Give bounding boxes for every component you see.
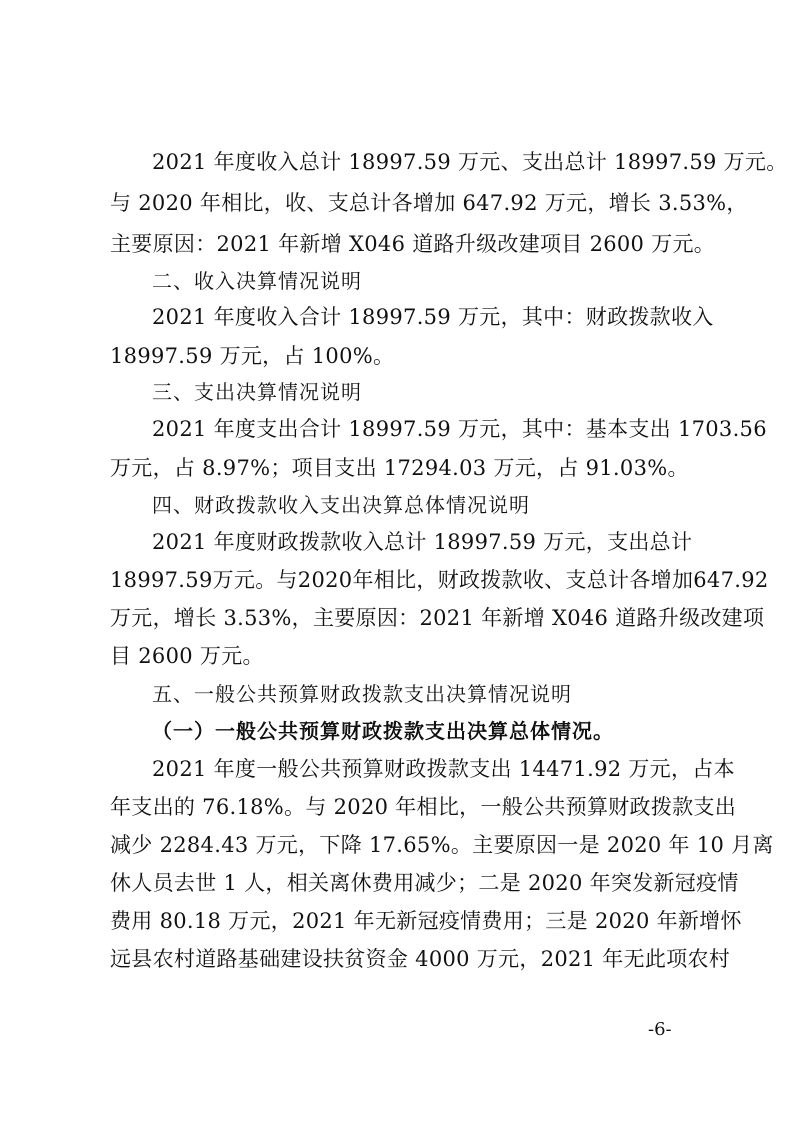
paragraph-line: 2021 年度支出合计 18997.59 万元，其中：基本支出 1703.56 xyxy=(152,417,767,441)
paragraph-line: 2021 年度财政拨款收入总计 18997.59 万元，支出总计 xyxy=(152,530,693,554)
paragraph-line: 18997.59 万元，占 100%。 xyxy=(110,344,395,368)
paragraph-line: 减少 2284.43 万元，下降 17.65%。主要原因一是 2020 年 10 月离 xyxy=(110,833,774,857)
section-heading: 二、收入决算情况说明 xyxy=(152,269,362,293)
paragraph-line: 目 2600 万元。 xyxy=(110,644,264,668)
paragraph-line: 2021 年度收入总计 18997.59 万元、支出总计 18997.59 万元。 xyxy=(152,150,788,174)
paragraph-line: 万元，占 8.97%；项目支出 17294.03 万元，占 91.03%。 xyxy=(110,456,689,480)
section-heading: 四、财政拨款收入支出决算总体情况说明 xyxy=(152,493,530,517)
section-heading: 五、一般公共预算财政拨款支出决算情况说明 xyxy=(152,682,572,706)
paragraph-line: 2021 年度一般公共预算财政拨款支出 14471.92 万元，占本 xyxy=(152,757,735,781)
subsection-heading: （一）一般公共预算财政拨款支出决算总体情况。 xyxy=(152,719,614,743)
paragraph-line: 2021 年度收入合计 18997.59 万元，其中：财政拨款收入 xyxy=(152,305,714,329)
paragraph-line: 主要原因：2021 年新增 X046 道路升级改建项目 2600 万元。 xyxy=(110,232,716,256)
paragraph-line: 远县农村道路基础建设扶贫资金 4000 万元，2021 年无此项农村 xyxy=(110,947,731,971)
section-heading: 三、支出决算情况说明 xyxy=(152,380,362,404)
paragraph-line: 年支出的 76.18%。与 2020 年相比，一般公共预算财政拨款支出 xyxy=(110,795,737,819)
paragraph-line: 万元，增长 3.53%，主要原因：2021 年新增 X046 道路升级改建项 xyxy=(110,606,765,630)
page-number: -6- xyxy=(648,1019,672,1040)
paragraph-line: 与 2020 年相比，收、支总计各增加 647.92 万元，增长 3.53%， xyxy=(110,191,748,215)
paragraph-line: 休人员去世 1 人，相关离休费用减少；二是 2020 年突发新冠疫情 xyxy=(110,871,739,895)
paragraph-line: 费用 80.18 万元，2021 年无新冠疫情费用；三是 2020 年新增怀 xyxy=(110,909,742,933)
paragraph-line: 18997.59万元。与2020年相比，财政拨款收、支总计各增加647.92 xyxy=(110,568,769,592)
